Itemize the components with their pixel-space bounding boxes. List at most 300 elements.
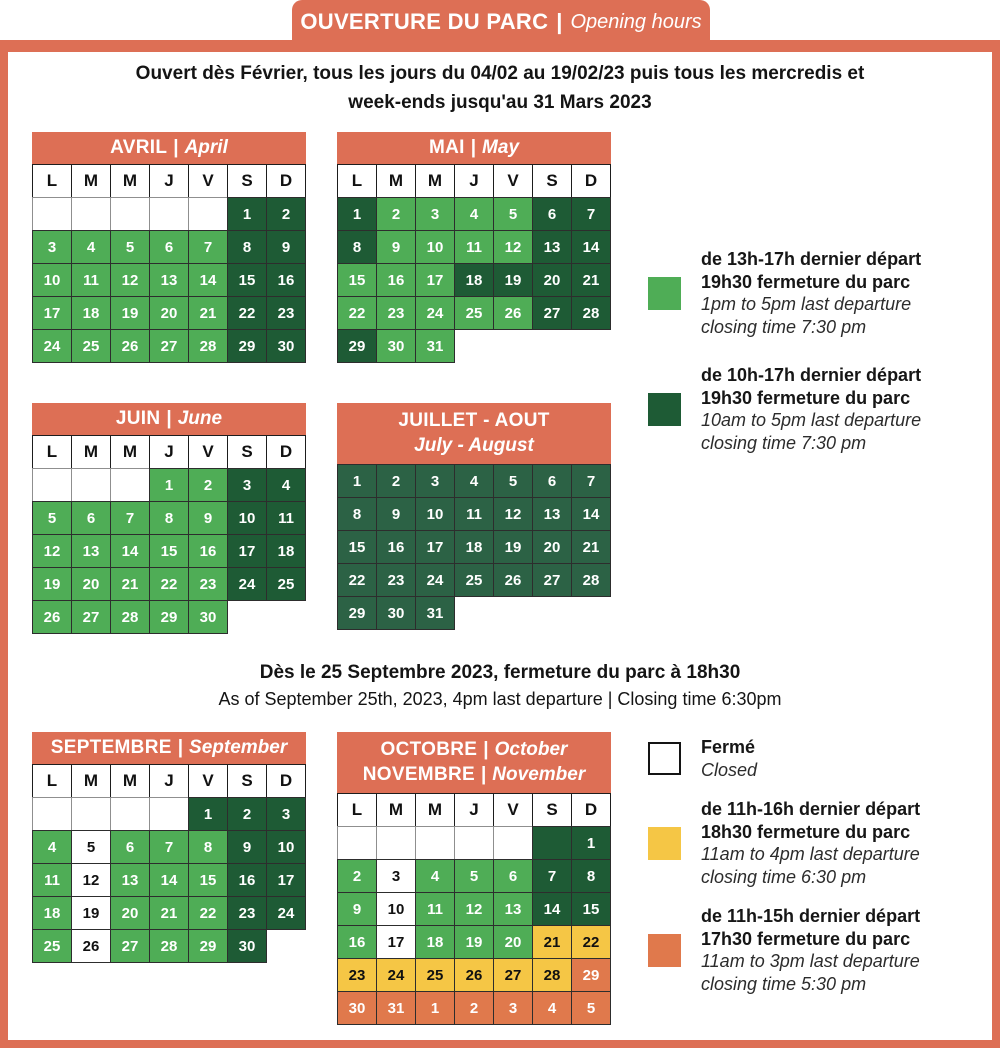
empty-cell	[454, 826, 494, 860]
legend-item	[648, 798, 996, 888]
calendar-week-row	[337, 329, 611, 363]
title-tab	[292, 0, 710, 44]
legend-line-italic: 10am to 5pm last departure	[701, 410, 922, 430]
day-cell: 13	[71, 534, 111, 568]
calendar-week-row	[32, 600, 306, 634]
day-cell: 30	[337, 991, 377, 1025]
month-name-en: November	[492, 764, 586, 785]
day-cell: 21	[110, 567, 150, 601]
calendar-week-row	[337, 530, 611, 564]
day-cell: 2	[227, 797, 267, 831]
day-cell: 26	[493, 296, 533, 330]
day-cell: 2	[188, 468, 228, 502]
legend-line-bold: 17h30 fermeture du parc	[701, 928, 911, 949]
day-cell: 14	[532, 892, 572, 926]
weekday-label: S	[227, 164, 267, 198]
empty-cell	[110, 797, 150, 831]
weekday-label: S	[227, 764, 267, 798]
day-cell: 11	[266, 501, 306, 535]
day-cell: 29	[337, 329, 377, 363]
empty-cell	[71, 797, 111, 831]
day-cell: 6	[493, 859, 533, 893]
day-cell: 27	[532, 563, 572, 597]
weekday-label: S	[532, 793, 572, 827]
day-cell: 1	[337, 197, 377, 231]
day-cell: 27	[493, 958, 533, 992]
day-cell: 24	[415, 563, 455, 597]
day-cell: 8	[571, 859, 611, 893]
weekday-label: V	[493, 793, 533, 827]
day-cell: 16	[266, 263, 306, 297]
legend-top	[648, 248, 996, 454]
day-cell: 19	[493, 530, 533, 564]
day-cell: 18	[266, 534, 306, 568]
day-cell: 26	[71, 929, 111, 963]
weekday-label: V	[493, 164, 533, 198]
calendar-week-row	[337, 925, 611, 959]
weekday-label: J	[149, 164, 189, 198]
day-cell: 13	[493, 892, 533, 926]
day-cell: 19	[110, 296, 150, 330]
calendar-october-november	[337, 732, 611, 1025]
calendar-month-header	[32, 132, 306, 165]
month-name-fr: OCTOBRE	[380, 739, 478, 761]
legend-line-italic: Closed	[701, 759, 758, 780]
intro-line-2: week-ends jusqu'au 31 Mars 2023	[348, 91, 652, 113]
september-notice	[30, 660, 970, 712]
calendar-header-line	[381, 739, 568, 762]
legend-line-bold: de 11h-16h dernier départ	[701, 799, 921, 819]
day-cell: 3	[227, 468, 267, 502]
day-cell: 25	[266, 567, 306, 601]
day-cell: 30	[376, 329, 416, 363]
day-cell: 20	[149, 296, 189, 330]
weekday-label: L	[32, 764, 72, 798]
day-cell: 27	[149, 329, 189, 363]
weekday-label: J	[454, 164, 494, 198]
weekday-label: L	[32, 435, 72, 469]
empty-cell	[376, 826, 416, 860]
calendar-september	[32, 732, 306, 963]
day-cell: 5	[493, 197, 533, 231]
swatch-dark	[648, 393, 681, 426]
weekday-label: V	[188, 435, 228, 469]
legend-line-italic: 11am to 3pm last departure	[701, 951, 920, 971]
day-cell: 29	[149, 600, 189, 634]
month-name-separator: |	[173, 137, 179, 159]
day-cell: 25	[454, 563, 494, 597]
month-name-en: October	[494, 739, 568, 761]
weekday-label: M	[415, 164, 455, 198]
calendar-week-row	[32, 197, 306, 231]
day-cell: 21	[571, 263, 611, 297]
day-cell: 24	[415, 296, 455, 330]
weekday-label: M	[110, 164, 150, 198]
day-cell: 5	[454, 859, 494, 893]
legend-line-bold: 19h30 fermeture du parc	[701, 387, 911, 408]
day-cell: 24	[227, 567, 267, 601]
day-cell: 31	[376, 991, 416, 1025]
day-cell: 26	[493, 563, 533, 597]
month-name-fr: SEPTEMBRE	[50, 737, 172, 759]
calendar-week-row	[337, 991, 611, 1025]
day-cell: 25	[32, 929, 72, 963]
day-cell: 13	[532, 497, 572, 531]
weekday-label: D	[266, 764, 306, 798]
calendar-week-row	[337, 263, 611, 297]
empty-cell	[32, 197, 72, 231]
calendar-june	[32, 403, 306, 634]
month-name-en: June	[177, 408, 223, 430]
day-cell: 11	[32, 863, 72, 897]
day-cell: 12	[493, 497, 533, 531]
calendar-week-row	[337, 958, 611, 992]
day-cell: 23	[266, 296, 306, 330]
month-name-en: April	[184, 137, 228, 159]
day-cell: 14	[188, 263, 228, 297]
legend-text	[701, 736, 757, 781]
weekday-label: M	[71, 435, 111, 469]
day-cell: 27	[71, 600, 111, 634]
day-cell: 11	[454, 230, 494, 264]
legend-line-bold: 19h30 fermeture du parc	[701, 271, 911, 292]
calendar-week-row	[337, 826, 611, 860]
weekday-label: S	[227, 435, 267, 469]
day-cell: 29	[188, 929, 228, 963]
calendar-week-row	[32, 830, 306, 864]
day-cell: 15	[337, 530, 377, 564]
swatch-closed	[648, 742, 681, 775]
day-cell: 14	[571, 497, 611, 531]
weekday-label: D	[571, 793, 611, 827]
day-cell: 20	[532, 530, 572, 564]
day-cell: 27	[532, 296, 572, 330]
calendar-week-row	[32, 863, 306, 897]
calendar-week-row	[32, 501, 306, 535]
month-name-en: July - August	[414, 435, 534, 456]
day-cell: 3	[32, 230, 72, 264]
day-cell: 29	[337, 596, 377, 630]
day-cell: 16	[188, 534, 228, 568]
calendar-week-row	[337, 563, 611, 597]
day-cell: 15	[227, 263, 267, 297]
day-cell: 16	[337, 925, 377, 959]
day-cell: 24	[376, 958, 416, 992]
day-cell: 3	[493, 991, 533, 1025]
day-cell: 18	[71, 296, 111, 330]
day-cell: 6	[532, 197, 572, 231]
title-en: Opening hours	[570, 10, 702, 33]
legend-line-italic: closing time 7:30 pm	[701, 432, 867, 453]
legend-bottom	[648, 736, 996, 995]
empty-cell	[149, 797, 189, 831]
day-cell: 16	[376, 263, 416, 297]
legend-line-bold: 18h30 fermeture du parc	[701, 821, 911, 842]
intro-text	[50, 60, 950, 117]
weekday-label: D	[571, 164, 611, 198]
day-cell: 13	[532, 230, 572, 264]
month-name-separator: |	[483, 739, 489, 761]
day-cell: 17	[266, 863, 306, 897]
legend-item	[648, 248, 996, 338]
day-cell: 10	[266, 830, 306, 864]
day-cell: 20	[71, 567, 111, 601]
legend-line-italic: closing time 6:30 pm	[701, 866, 867, 887]
empty-cell	[493, 826, 533, 860]
day-cell: 4	[532, 991, 572, 1025]
legend-item	[648, 905, 996, 995]
month-name-fr: AVRIL	[110, 137, 168, 159]
day-cell: 17	[415, 530, 455, 564]
day-cell: 20	[110, 896, 150, 930]
weekday-label: M	[110, 764, 150, 798]
month-name-en: September	[189, 737, 288, 759]
month-name-fr: MAI	[428, 137, 465, 159]
day-cell: 7	[110, 501, 150, 535]
swatch-light	[648, 277, 681, 310]
day-cell: 22	[337, 563, 377, 597]
day-cell: 4	[415, 859, 455, 893]
day-cell: 29	[571, 958, 611, 992]
day-cell: 14	[110, 534, 150, 568]
weekday-header-row	[32, 164, 306, 198]
day-cell: 10	[415, 230, 455, 264]
day-cell: 3	[415, 197, 455, 231]
day-cell: 9	[266, 230, 306, 264]
day-cell: 1	[227, 197, 267, 231]
empty-cell	[415, 826, 455, 860]
day-cell: 2	[337, 859, 377, 893]
day-cell: 6	[110, 830, 150, 864]
intro-line-1: Ouvert dès Février, tous les jours du 04/02 au 19/02/23 puis tous les mercredis et	[135, 63, 865, 84]
weekday-label: V	[188, 164, 228, 198]
month-name-separator: |	[480, 764, 487, 785]
day-cell: 8	[337, 497, 377, 531]
day-cell: 4	[32, 830, 72, 864]
empty-cell	[337, 826, 377, 860]
day-cell: 2	[376, 197, 416, 231]
day-cell: 7	[188, 230, 228, 264]
weekday-label: M	[415, 793, 455, 827]
month-name-en: May	[482, 137, 520, 159]
day-cell: 23	[227, 896, 267, 930]
month-name-fr: NOVEMBRE	[362, 764, 475, 785]
calendar-week-row	[32, 896, 306, 930]
day-cell: 30	[188, 600, 228, 634]
empty-cell	[71, 468, 111, 502]
day-cell: 31	[415, 596, 455, 630]
legend-text	[701, 905, 920, 995]
day-cell: 13	[110, 863, 150, 897]
calendar-week-row	[32, 230, 306, 264]
day-cell: 24	[32, 329, 72, 363]
day-cell: 15	[571, 892, 611, 926]
calendar-header-line	[363, 764, 585, 787]
weekday-label: M	[71, 764, 111, 798]
day-cell: 18	[415, 925, 455, 959]
month-name-fr: JUILLET - AOUT	[398, 410, 550, 432]
weekday-label: M	[71, 164, 111, 198]
day-cell: 28	[149, 929, 189, 963]
day-cell: 11	[71, 263, 111, 297]
day-cell: 3	[266, 797, 306, 831]
weekday-label: L	[32, 164, 72, 198]
legend-line-bold: de 13h-17h dernier départ	[701, 249, 922, 269]
calendar-month-header	[337, 403, 611, 465]
calendar-header-line	[429, 137, 519, 160]
day-cell: 16	[227, 863, 267, 897]
calendar-week-row	[337, 497, 611, 531]
month-name-separator: |	[166, 408, 172, 430]
month-name-separator: |	[177, 737, 184, 759]
day-cell: 18	[32, 896, 72, 930]
calendar-month-header	[337, 132, 611, 165]
day-cell: 24	[266, 896, 306, 930]
day-cell: 12	[493, 230, 533, 264]
day-cell: 5	[71, 830, 111, 864]
day-cell: 7	[571, 197, 611, 231]
day-cell: 14	[149, 863, 189, 897]
day-cell: 4	[454, 197, 494, 231]
calendar-week-row	[337, 859, 611, 893]
calendar-week-row	[32, 567, 306, 601]
day-cell: 10	[227, 501, 267, 535]
day-cell: 13	[149, 263, 189, 297]
day-cell: 9	[376, 230, 416, 264]
day-cell: 11	[415, 892, 455, 926]
day-cell: 21	[571, 530, 611, 564]
day-cell: 22	[571, 925, 611, 959]
weekday-label: J	[454, 793, 494, 827]
day-cell: 4	[266, 468, 306, 502]
day-cell: 17	[376, 925, 416, 959]
day-cell: 23	[376, 563, 416, 597]
day-cell: 29	[227, 329, 267, 363]
day-cell: 7	[571, 464, 611, 498]
calendar-month-header	[32, 732, 306, 765]
empty-cell	[32, 468, 72, 502]
notice-line-en: As of September 25th, 2023, 4pm last departure | Closing time 6:30pm	[218, 688, 782, 709]
calendar-week-row	[337, 596, 611, 630]
day-cell: 22	[149, 567, 189, 601]
calendar-header-line	[110, 137, 228, 160]
weekday-label: J	[149, 764, 189, 798]
day-cell: 8	[188, 830, 228, 864]
day-cell: 30	[266, 329, 306, 363]
day-cell: 28	[571, 563, 611, 597]
legend-line-bold: de 11h-15h dernier départ	[701, 906, 921, 926]
weekday-label: D	[266, 435, 306, 469]
day-cell: 19	[71, 896, 111, 930]
day-cell: 26	[454, 958, 494, 992]
day-cell: 19	[32, 567, 72, 601]
weekday-label: M	[110, 435, 150, 469]
day-cell: 9	[188, 501, 228, 535]
weekday-header-row	[32, 764, 306, 798]
empty-cell	[110, 197, 150, 231]
day-cell: 10	[415, 497, 455, 531]
weekday-label: J	[149, 435, 189, 469]
calendar-may	[337, 132, 611, 363]
weekday-label: M	[376, 793, 416, 827]
day-cell: 11	[454, 497, 494, 531]
title-fr: OUVERTURE DU PARC	[300, 9, 549, 34]
day-cell: 26	[110, 329, 150, 363]
day-cell: 28	[571, 296, 611, 330]
weekday-header-row	[32, 435, 306, 469]
day-cell: 17	[227, 534, 267, 568]
calendar-month-header	[32, 403, 306, 436]
day-cell: 10	[376, 892, 416, 926]
calendar-week-row	[337, 296, 611, 330]
day-cell: 12	[110, 263, 150, 297]
day-cell: 30	[227, 929, 267, 963]
empty-cell	[110, 468, 150, 502]
day-cell: 1	[188, 797, 228, 831]
day-cell: 20	[532, 263, 572, 297]
weekday-label: S	[532, 164, 572, 198]
day-cell: 3	[376, 859, 416, 893]
calendar-april	[32, 132, 306, 363]
day-cell: 17	[32, 296, 72, 330]
legend-line-bold: de 10h-17h dernier départ	[701, 365, 922, 385]
day-cell: 20	[493, 925, 533, 959]
day-cell: 6	[532, 464, 572, 498]
calendar-week-row	[32, 929, 306, 963]
day-cell: 28	[532, 958, 572, 992]
weekday-label: L	[337, 793, 377, 827]
day-cell: 30	[376, 596, 416, 630]
day-cell: 1	[571, 826, 611, 860]
day-cell: 9	[337, 892, 377, 926]
day-cell: 9	[227, 830, 267, 864]
day-cell: 28	[188, 329, 228, 363]
blank-colored-cell	[532, 826, 572, 860]
day-cell: 23	[188, 567, 228, 601]
day-cell: 9	[376, 497, 416, 531]
calendar-month-header	[337, 732, 611, 794]
month-name-separator: |	[470, 137, 477, 159]
empty-cell	[188, 197, 228, 231]
empty-cell	[71, 197, 111, 231]
day-cell: 7	[149, 830, 189, 864]
weekday-label: V	[188, 764, 228, 798]
day-cell: 1	[415, 991, 455, 1025]
title-separator: |	[556, 9, 563, 34]
calendar-week-row	[337, 464, 611, 498]
legend-line-italic: closing time 5:30 pm	[701, 973, 867, 994]
month-name-fr: JUIN	[115, 408, 161, 430]
calendar-week-row	[32, 296, 306, 330]
legend-text	[701, 364, 921, 454]
day-cell: 2	[454, 991, 494, 1025]
day-cell: 6	[149, 230, 189, 264]
legend-text	[701, 248, 921, 338]
day-cell: 8	[337, 230, 377, 264]
day-cell: 5	[571, 991, 611, 1025]
day-cell: 1	[337, 464, 377, 498]
day-cell: 18	[454, 263, 494, 297]
day-cell: 31	[415, 329, 455, 363]
day-cell: 21	[532, 925, 572, 959]
day-cell: 22	[188, 896, 228, 930]
weekday-label: M	[376, 164, 416, 198]
swatch-orange	[648, 934, 681, 967]
day-cell: 15	[188, 863, 228, 897]
day-cell: 23	[337, 958, 377, 992]
empty-cell	[149, 197, 189, 231]
calendar-week-row	[32, 797, 306, 831]
